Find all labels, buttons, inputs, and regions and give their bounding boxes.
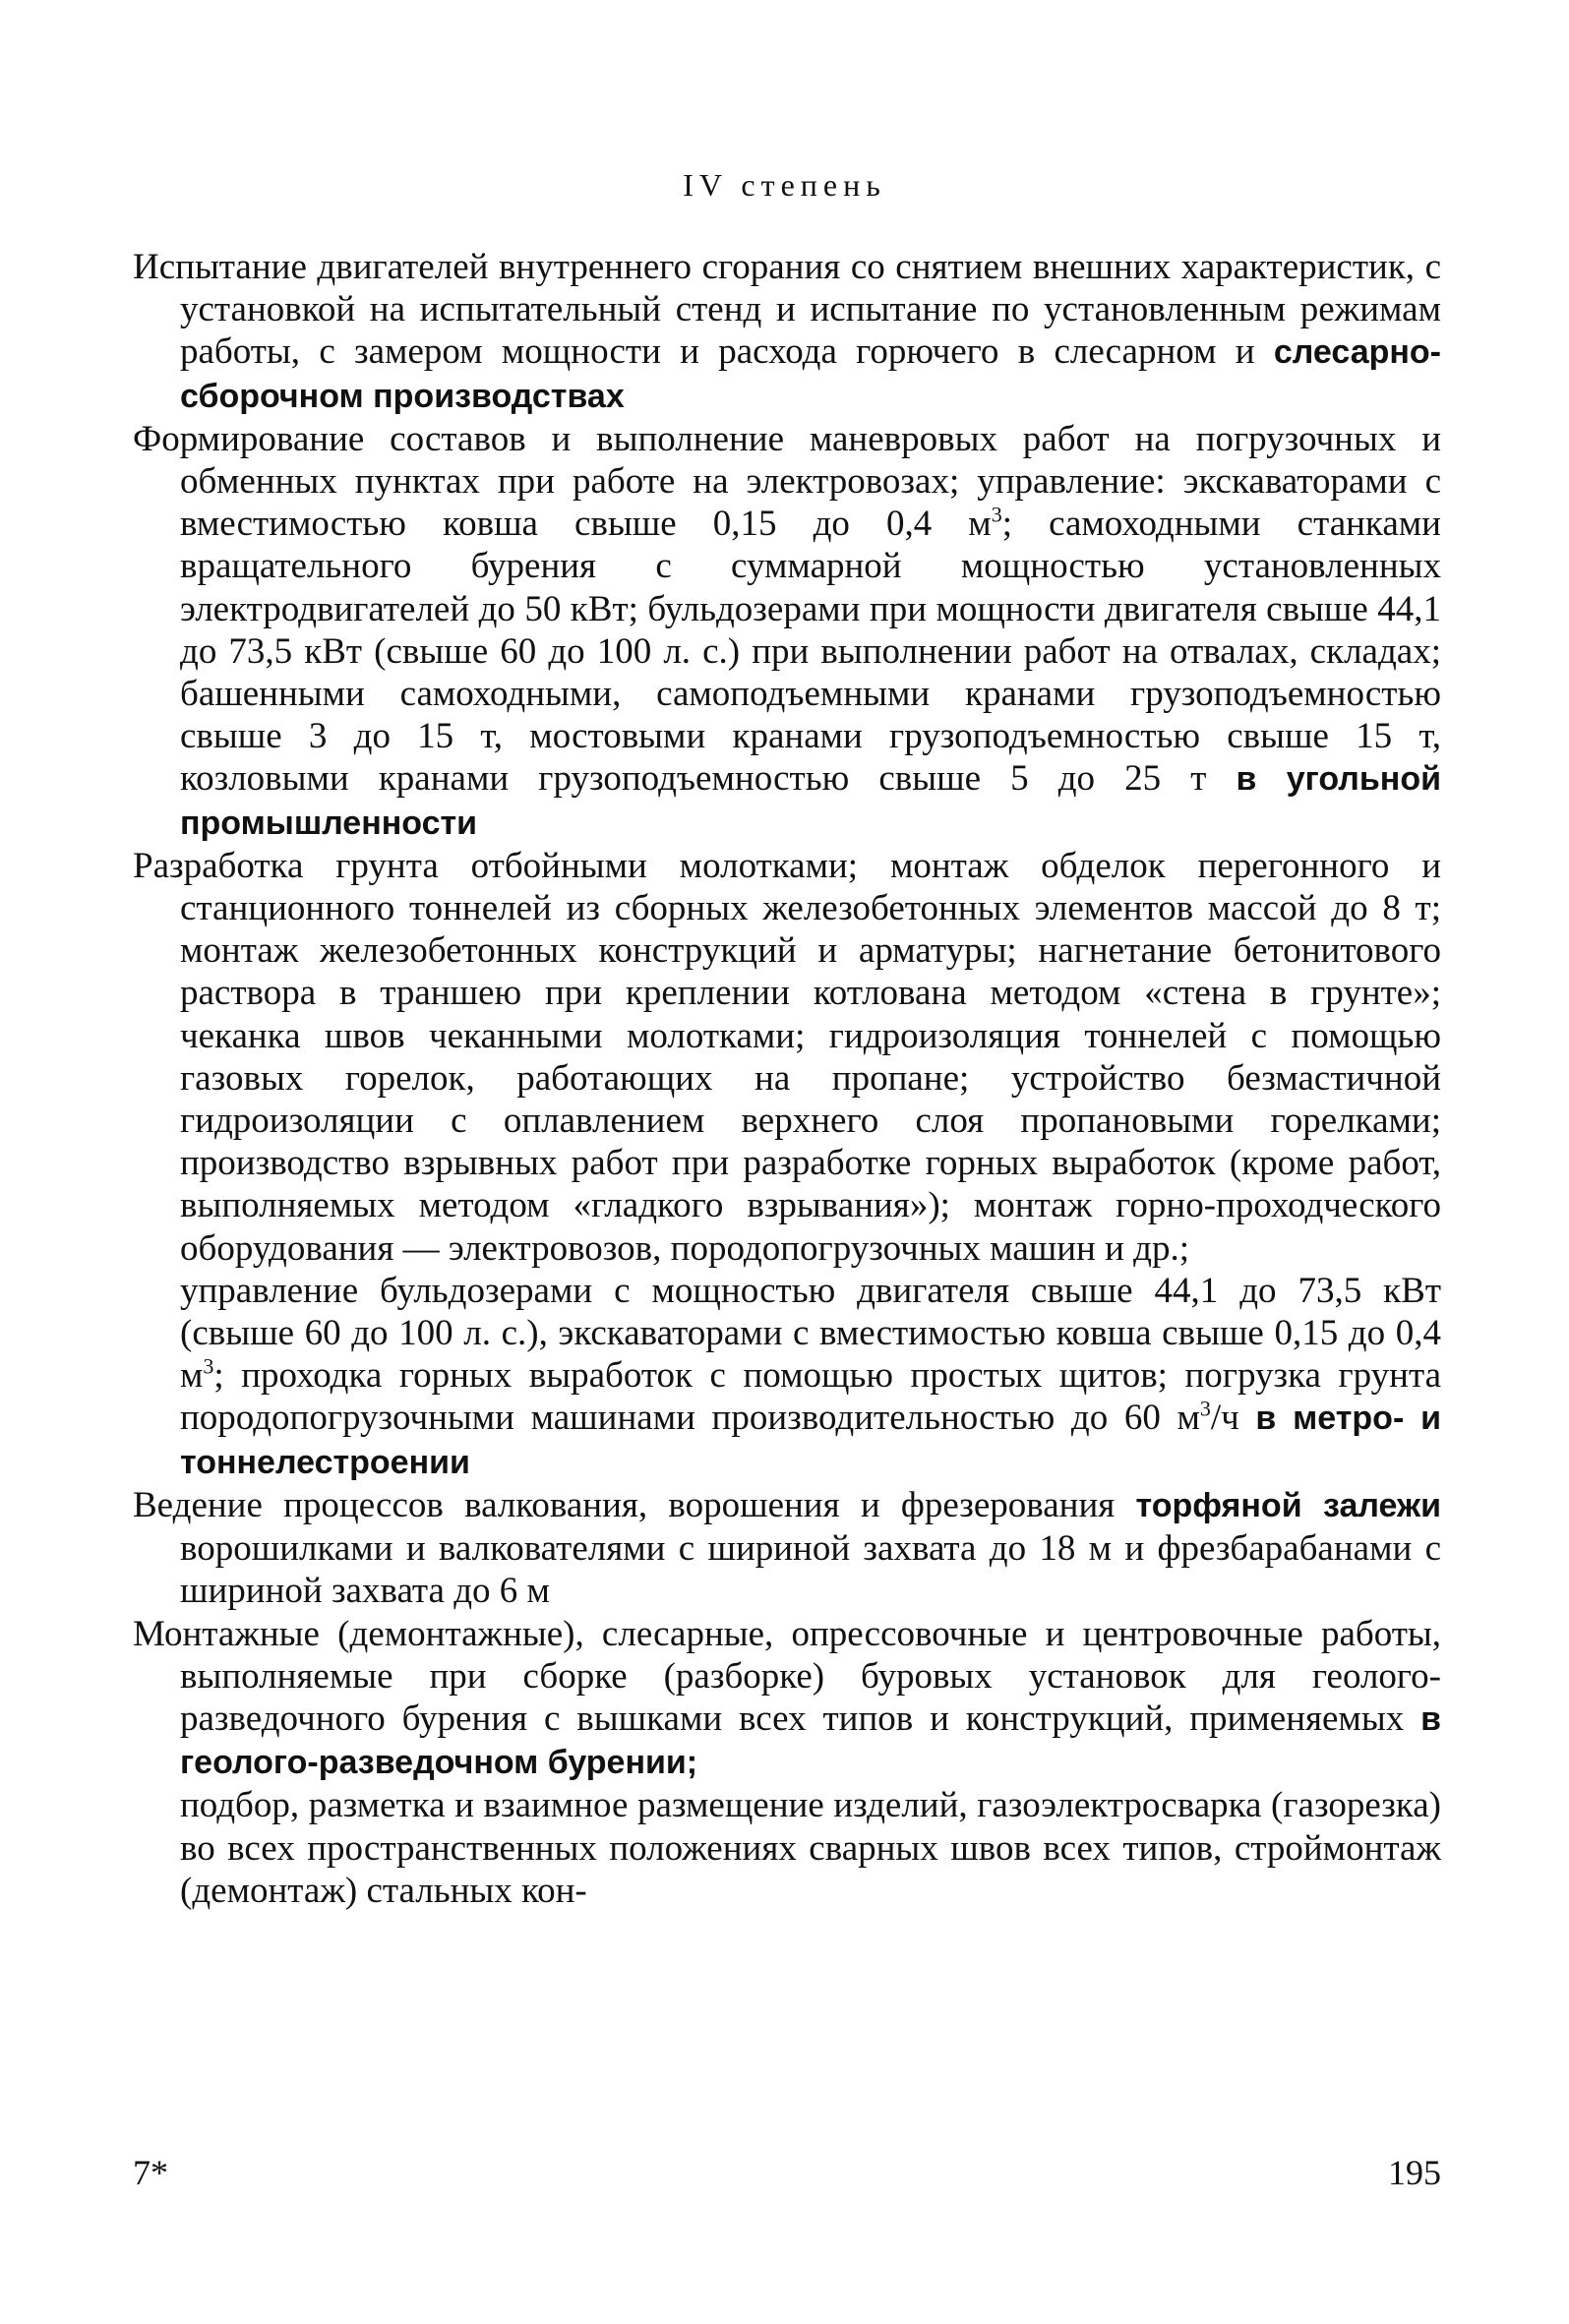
entry-industry: торфяной залежи [1135,1486,1441,1524]
entry-text: Разработка грунта отбойными молотками; монтаж обделок перегонного и станционного тоннелей из сборных железобетонных элементов массой до 8 т; монтаж железобетонных конструкций и арматуры; нагнетание бетонитового раствора в траншею при креплении котлована методом «стена в грунте»; чеканка швов чеканными молотками; гидроизоляция тоннелей с помощью газовых горелок, работающих на пропане; устройство безмастичной гидроизоляции с оплавлением верхнего слоя пропановыми горелками; производство взрывных работ при разработке горных выработок (кроме работ, выполняемых методом «гладкого взрывания»); монтаж горно-проходческого оборудования — электровозов, породопогрузочных машин и др.; [133,845,1441,1269]
entry-text: ; проходка горных выработок с помощью простых щитов; погрузка грунта породопогрузочными машинами производительностью до 60 м [180,1355,1441,1439]
superscript: 3 [203,1353,214,1379]
superscript: 3 [1199,1397,1211,1422]
entry-text: подбор, разметка и взаимное размещение изделий, газоэлектросварка (газорезка) во всех пространственных положениях сварных швов всех типов, строймонтаж (демонтаж) стальных кон- [180,1785,1441,1911]
entry-metro-continued [133,1270,1441,1484]
entry-text: Монтажные (демонтажные), слесарные, опрессовочные и центровочные работы, выполняемые при сборке (разборке) буровых установок для геолого-разведочного бурения с вышками всех типов и конструкций, применяемых [133,1613,1441,1739]
entry-coal [133,418,1441,845]
entry-text: ворошилками и валкователями с шириной захвата до 18 м и фрезбарабанами с шириной захвата до 6 м [180,1528,1441,1612]
superscript: 3 [991,502,1002,527]
entry-text: /ч [1210,1398,1239,1439]
entry-industry: в угольной промышленности [180,760,1441,842]
entry-text: управление бульдозерами с мощностью двигателя свыше 44,1 до 73,5 кВт (свыше 60 до 100 л. с.), экскаваторами с вместимостью ковша свыше 0,15 до 0,4 м [180,1270,1441,1397]
entry-geology-continued [133,1784,1441,1912]
entry-text: ; самоходными станками вращательного бурения с суммарной мощностью установленных электродвигателей до 50 кВт; бульдозерами при мощности двигателя свыше 44,1 до 73,5 кВт (свыше 60 до 100 л. с.) при выполнении работ на отвалах, складах; башенными самоходными, самоподъемными кранами грузоподъемностью свыше 3 до 15 т, мостовыми кранами грузоподъемностью свыше 15 т, козловыми кранами грузоподъемностью свыше 5 до 25 т [180,504,1441,800]
entry-industry: в геолого-разведочном бурении; [180,1699,1442,1782]
entry-industry: слесарно-сборочном производствах [180,333,1442,415]
signature-mark: 7* [133,2153,168,2192]
section-heading: IV степень [683,167,886,203]
entry-text: Ведение процессов валкования, ворошения и фрезерования [133,1484,1116,1525]
entry-peat [133,1484,1441,1613]
entry-engines [133,246,1441,418]
entry-text: Испытание двигателей внутреннего сгорания со снятием внешних характеристик, с установкой на испытательный стенд и испытание по установленным режимам работы, с замером мощности и расхода горючего в слесарном и [133,247,1441,373]
entry-text: Формирование составов и выполнение маневровых работ на погрузочных и обменных пунктах при работе на электровозах; управление: экскаваторами с вместимостью ковша свыше 0,15 до 0,4 м [133,418,1441,545]
page-number: 195 [1388,2153,1441,2192]
entry-metro [133,845,1441,1270]
body-text [133,246,1441,1912]
entry-industry: в метро- и тоннелестроении [180,1400,1441,1481]
entry-geology [133,1613,1441,1785]
